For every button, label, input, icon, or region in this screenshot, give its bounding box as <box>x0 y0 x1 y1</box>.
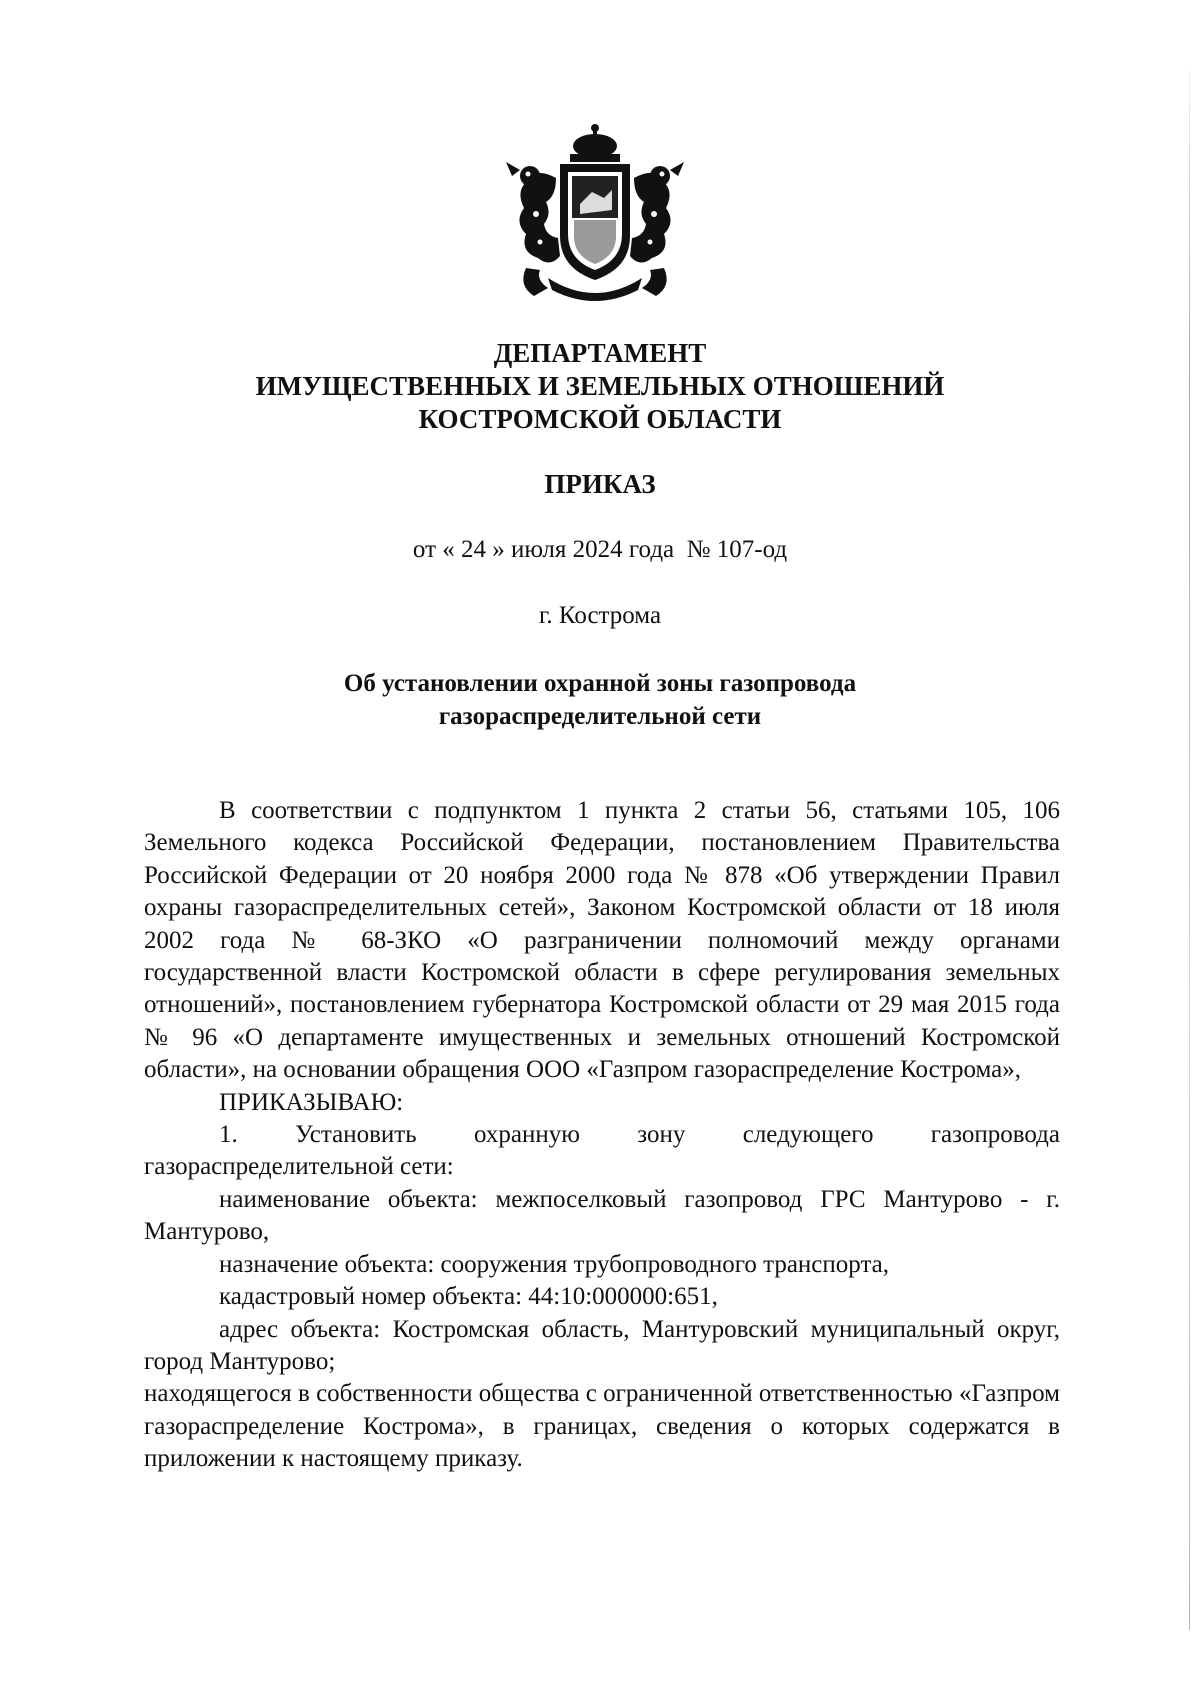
object-address-paragraph: адрес объекта: Костромская область, Мантуровский муниципальный округ, город Мантурово; <box>144 1315 1060 1375</box>
ownership-paragraph: находящегося в собственности общества с ограниченной ответственностью «Газпром газораспределение Кострома», в границах, сведения о которых содержатся в приложении к настоящему приказу. <box>144 1380 1060 1473</box>
order-body <box>144 795 1060 1476</box>
document-type: ПРИКАЗ <box>544 469 656 499</box>
cadastral-number-paragraph: кадастровый номер объекта: 44:10:000000:651, <box>219 1283 718 1311</box>
scan-edge-line <box>1189 70 1190 1630</box>
header-line-2: ИМУЩЕСТВЕННЫХ И ЗЕМЕЛЬНЫХ ОТНОШЕНИЙ <box>255 371 945 401</box>
subject-line-2: газораспределительной сети <box>438 703 762 730</box>
preamble-paragraph: В соответствии с подпунктом 1 пункта 2 статьи 56, статьями 105, 106 Земельного кодекса Российской Федерации, постановлением Правительства Российской Федерации от 20 ноября 2000 года № 878 «Об утверждении Правил охраны газораспределительных сетей», Законом Костромской области от 18 июля 2002 года № 68-ЗКО «О разграничении полномочий между органами государственной власти Костромской области в сфере регулирования земельных отношений», постановлением губернатора Костромской области от 29 мая 2015 года № 96 «О департаменте имущественных и земельных отношений Костромской области», на основании обращения ООО «Газпром газораспределение Кострома», <box>144 797 1060 1084</box>
department-header <box>0 337 1200 436</box>
subject-line-1: Об установлении охранной зоны газопровода <box>343 670 857 697</box>
order-subject <box>0 667 1200 733</box>
header-line-3: КОСТРОМСКОЙ ОБЛАСТИ <box>418 404 782 434</box>
header-line-1: ДЕПАРТАМЕНТ <box>493 338 707 368</box>
order-word: ПРИКАЗЫВАЮ: <box>219 1088 404 1116</box>
item-1-paragraph: 1. Установить охранную зону следующего газопровода газораспределительной сети: <box>144 1121 1060 1181</box>
object-purpose-paragraph: назначение объекта: сооружения трубопроводного транспорта, <box>219 1250 890 1278</box>
city: г. Кострома <box>538 602 662 629</box>
date-and-number: от « 24 » июля 2024 года № 107-од <box>412 536 788 563</box>
kostroma-coat-of-arms-icon <box>500 118 690 306</box>
object-name-paragraph: наименование объекта: межпоселковый газопровод ГРС Мантурово - г. Мантурово, <box>144 1185 1060 1246</box>
